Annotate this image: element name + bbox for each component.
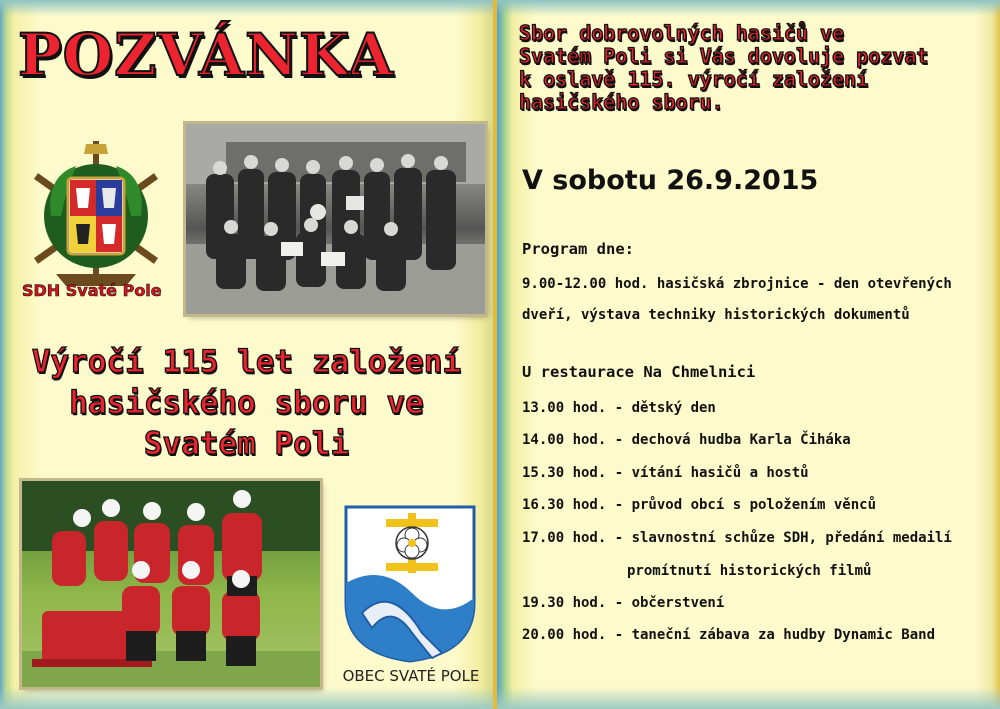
- schedule-item: 15.30 hod. - vítání hasičů a hostů: [522, 465, 809, 481]
- invitation-line-3: k oslavě 115. výročí založení: [519, 67, 869, 91]
- program-line-1: 9.00-12.00 hod. hasičská zbrojnice - den otevřených: [522, 276, 952, 292]
- page-title: POZVÁNKA: [18, 21, 395, 89]
- restaurant-heading: U restaurace Na Chmelnici: [522, 363, 756, 381]
- anniversary-line-3: Svatém Poli: [143, 426, 350, 462]
- schedule-item: 17.00 hod. - slavnostní schůze SDH, předání medailí: [522, 530, 952, 546]
- invitation-text: [519, 22, 989, 114]
- program-heading: Program dne:: [522, 240, 634, 258]
- village-coat-of-arms-icon: [342, 503, 478, 663]
- schedule-item: 13.00 hod. - dětský den: [522, 400, 716, 416]
- left-top-fade: [0, 0, 493, 16]
- schedule-item-continuation: promítnutí historických filmů: [627, 563, 872, 579]
- left-bottom-fade: [0, 687, 493, 709]
- anniversary-headline: [0, 342, 493, 465]
- program-line-2: dveří, výstava techniky historických dokumentů: [522, 307, 910, 323]
- invitation-line-4: hasičského sboru.: [519, 90, 724, 114]
- right-top-fade: [497, 0, 1000, 16]
- current-team-photo: [22, 481, 320, 687]
- firefighter-emblem-icon: [16, 136, 176, 296]
- schedule-item: 16.30 hod. - průvod obcí s položením věnců: [522, 497, 877, 513]
- event-date: V sobotu 26.9.2015: [522, 165, 819, 196]
- invitation-line-2: Svatém Poli si Vás dovoluje pozvat: [519, 44, 929, 68]
- coat-of-arms-label: OBEC SVATÉ POLE: [342, 667, 480, 685]
- historic-team-photo: [186, 124, 485, 314]
- sdh-label: SDH Svaté Pole: [22, 281, 162, 300]
- schedule-item: 20.00 hod. - taneční zábava za hudby Dynamic Band: [522, 627, 936, 643]
- anniversary-line-2: hasičského sboru ve: [69, 385, 424, 421]
- anniversary-line-1: Výročí 115 let založení: [31, 344, 462, 380]
- invitation-line-1: Sbor dobrovolných hasičů ve: [519, 21, 845, 45]
- right-bottom-fade: [497, 687, 1000, 709]
- schedule-item: 19.30 hod. - občerstvení: [522, 595, 725, 611]
- schedule-item: 14.00 hod. - dechová hudba Karla Čiháka: [522, 432, 851, 448]
